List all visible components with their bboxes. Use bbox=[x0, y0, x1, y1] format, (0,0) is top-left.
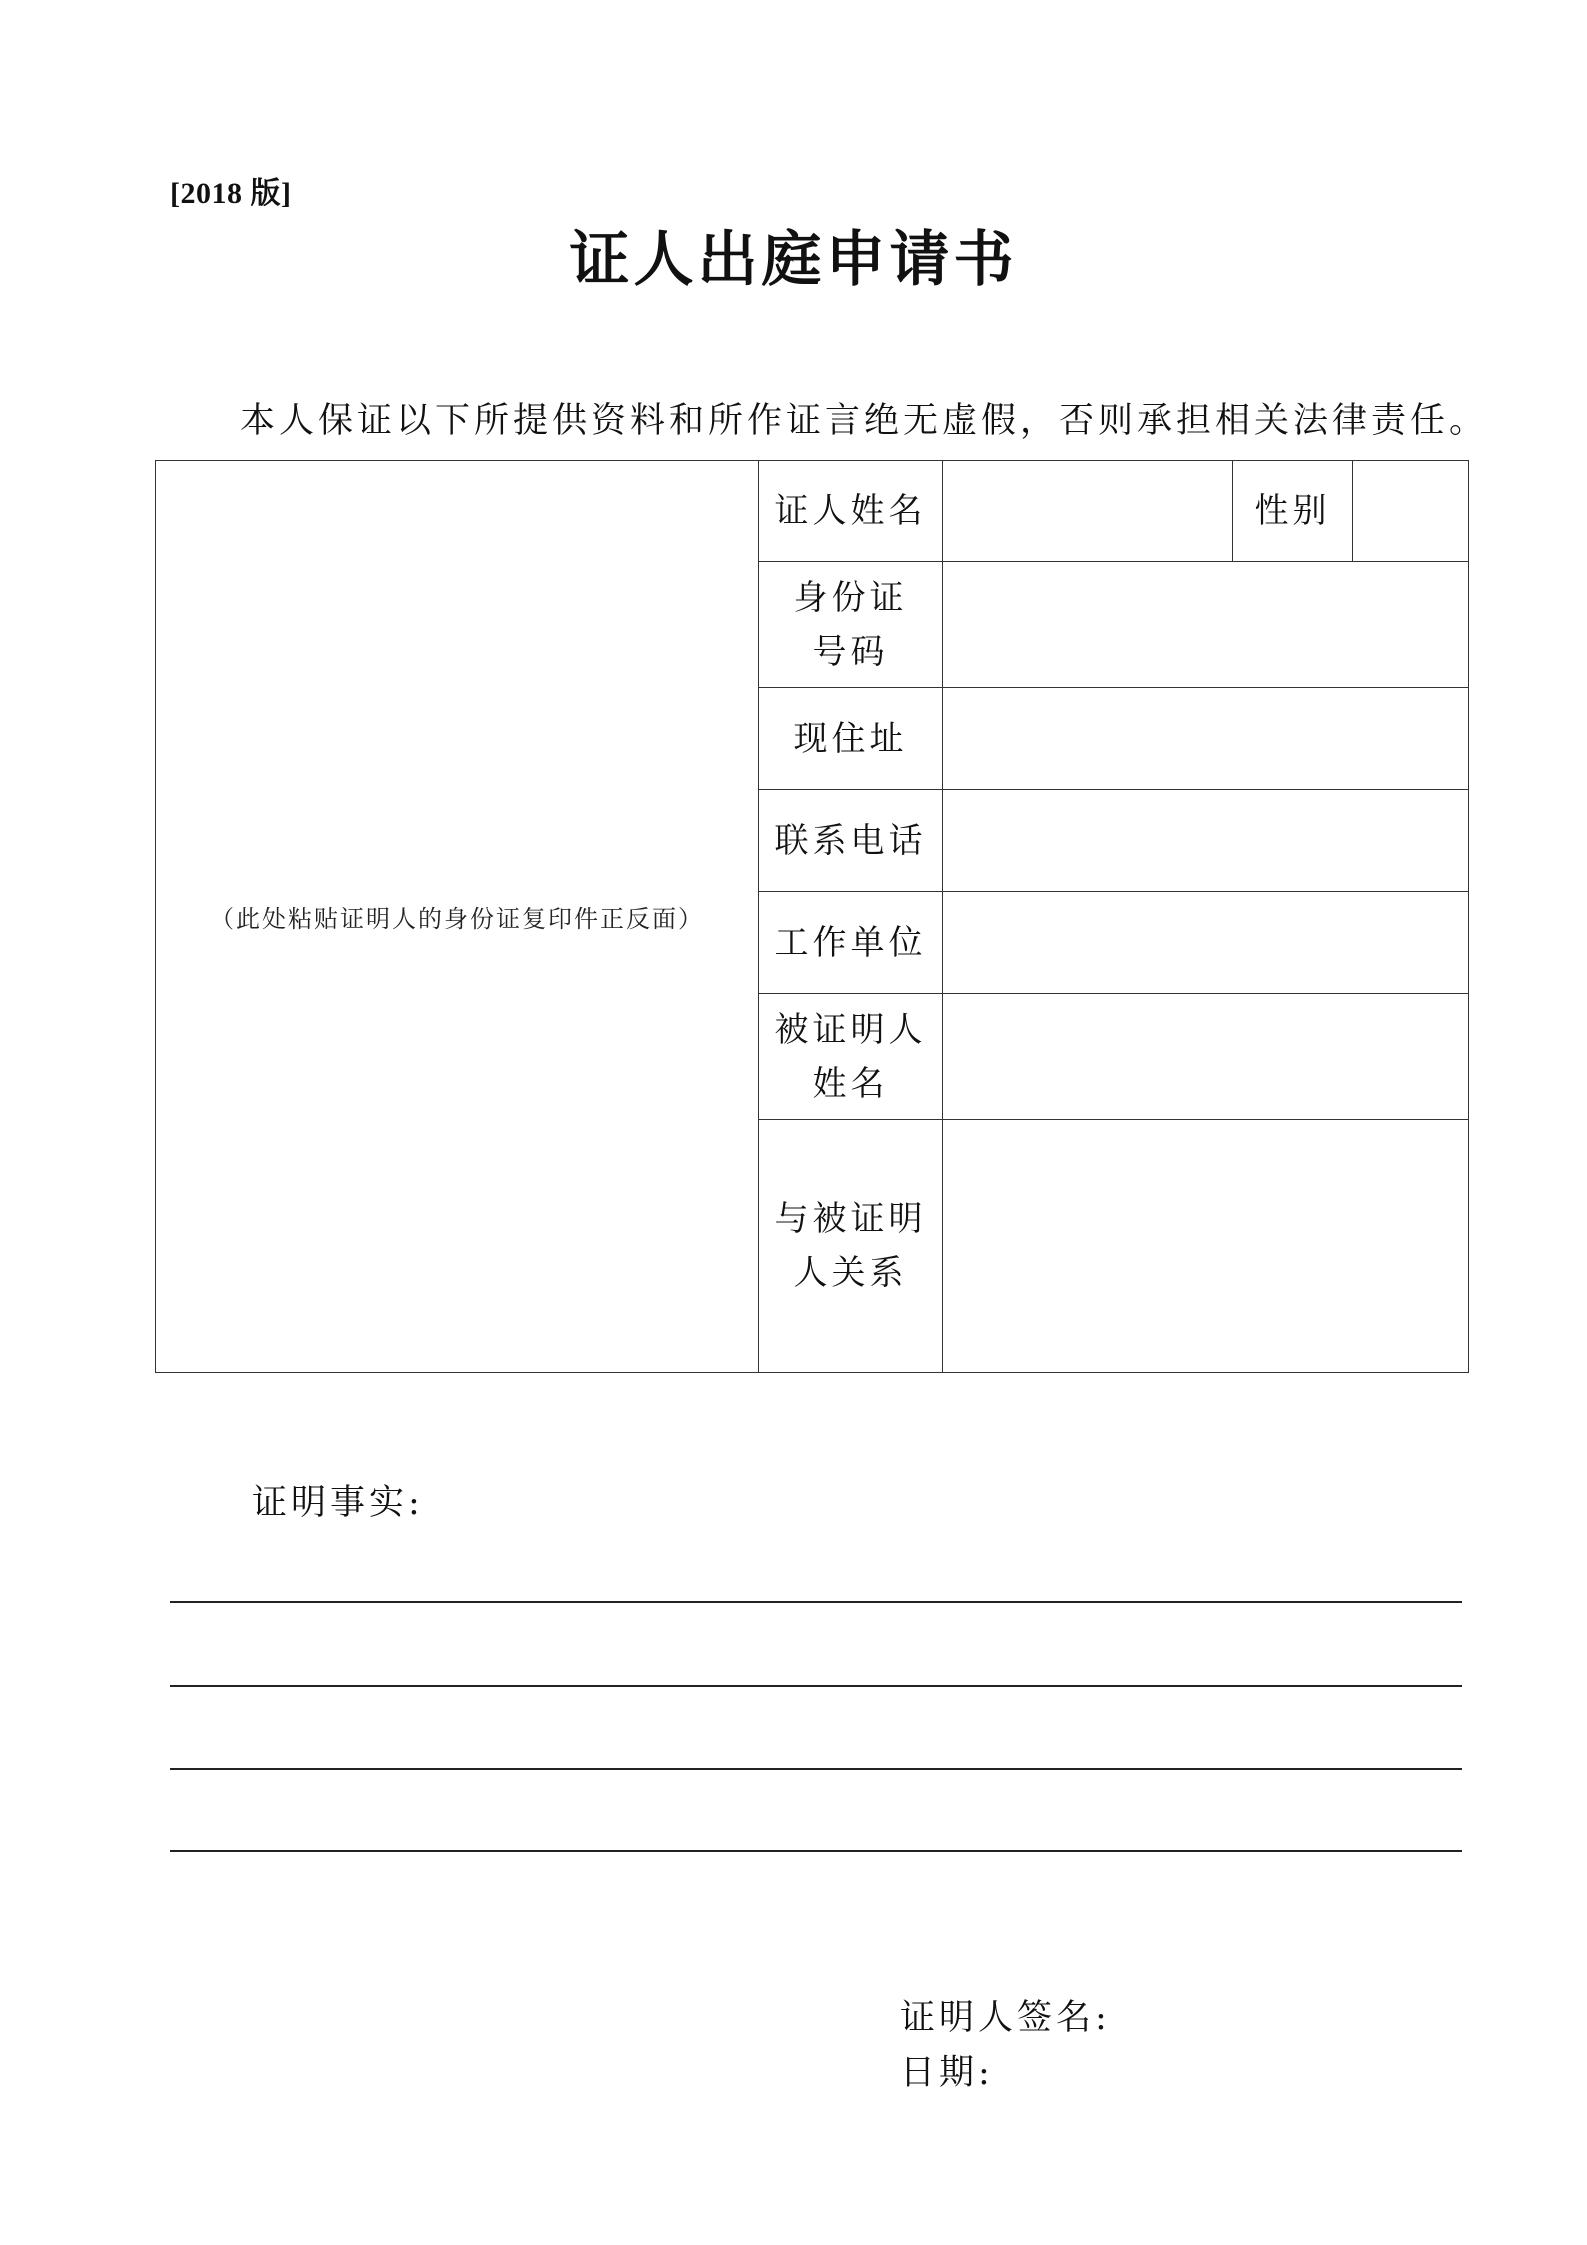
address-field[interactable] bbox=[943, 688, 1469, 790]
signer-label: 证明人签名: bbox=[900, 1998, 1111, 2038]
id-number-label bbox=[759, 562, 943, 688]
date-label: 日期: bbox=[900, 2053, 994, 2093]
phone-label: 联系电话 bbox=[759, 790, 943, 892]
phone-field[interactable] bbox=[943, 790, 1469, 892]
subject-name-label-line2: 姓名 bbox=[812, 1063, 889, 1104]
edition-label: [2018 版] bbox=[170, 177, 292, 210]
facts-line[interactable] bbox=[170, 1601, 1462, 1603]
id-photo-area[interactable] bbox=[156, 461, 759, 1373]
address-label: 现住址 bbox=[759, 688, 943, 790]
witness-name-field[interactable] bbox=[943, 461, 1233, 562]
subject-name-label bbox=[759, 994, 943, 1120]
gender-field[interactable] bbox=[1353, 461, 1469, 562]
photo-note: （此处粘贴证明人的身份证复印件正反面） bbox=[210, 905, 704, 933]
id-number-label-line2: 号码 bbox=[812, 631, 889, 672]
page-title: 证人出庭申请书 bbox=[569, 225, 1018, 295]
subject-name-field[interactable] bbox=[943, 994, 1469, 1120]
id-number-label-line1: 身份证 bbox=[793, 577, 908, 618]
table-row bbox=[156, 461, 1469, 562]
facts-line[interactable] bbox=[170, 1850, 1462, 1852]
witness-info-table bbox=[155, 460, 1469, 1373]
facts-heading: 证明事实: bbox=[252, 1483, 424, 1523]
id-number-field[interactable] bbox=[943, 562, 1469, 688]
relationship-label-line2: 人关系 bbox=[793, 1253, 908, 1293]
relationship-label-line1: 与被证明 bbox=[774, 1199, 927, 1239]
gender-label: 性别 bbox=[1233, 461, 1353, 562]
employer-label: 工作单位 bbox=[759, 892, 943, 994]
subject-name-label-line1: 被证明人 bbox=[774, 1009, 927, 1050]
pledge-statement: 本人保证以下所提供资料和所作证言绝无虚假，否则承担相关法律责任。 bbox=[240, 401, 1489, 441]
relationship-label bbox=[759, 1120, 943, 1373]
witness-name-label: 证人姓名 bbox=[759, 461, 943, 562]
relationship-field[interactable] bbox=[943, 1120, 1469, 1373]
facts-line[interactable] bbox=[170, 1768, 1462, 1770]
employer-field[interactable] bbox=[943, 892, 1469, 994]
facts-line[interactable] bbox=[170, 1685, 1462, 1687]
